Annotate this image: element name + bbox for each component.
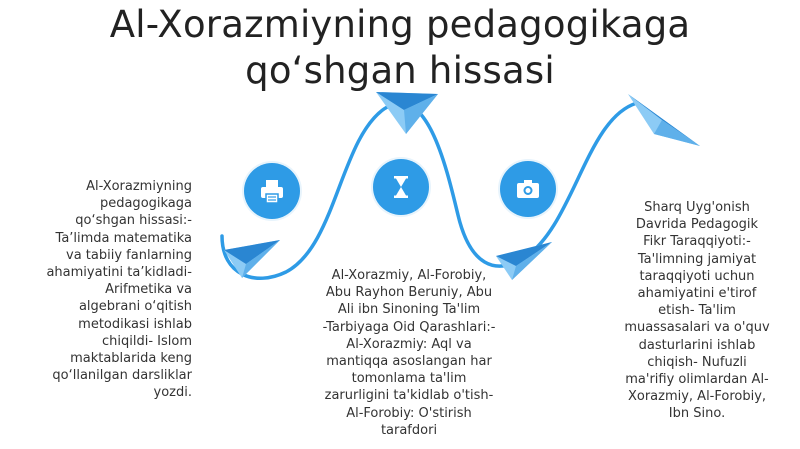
camera-icon	[513, 174, 543, 204]
printer-icon	[257, 176, 287, 206]
step-2-circle	[373, 159, 429, 215]
paper-plane-icon	[628, 94, 700, 146]
step-3-circle	[500, 161, 556, 217]
paper-plane-icon	[224, 240, 280, 278]
step-3-text: Sharq Uyg'onish Davrida Pedagogik Fikr Taraqqiyoti:- Ta'limning jamiyat taraqqiyoti uchun ahamiyatini e'tirof etish- Ta'lim muassasalari va o'quv dasturlarini ishlab chiqish- Nufuzli ma'rifiy olimlardan Al- Xorazmiy, Al-Forobiy, Ibn Sino.	[624, 200, 770, 422]
step-2-text: Al-Xorazmiy, Al-Forobiy, Abu Rayhon Beruniy, Abu Ali ibn Sinoning Ta'lim -Tarbiyaga Oid Qarashlari:- Al-Xorazmiy: Aql va mantiqqa asoslangan har tomonlama ta'lim zarurligini ta'kidlab o'tish- Al-Forobiy: O'stirish tarafdori	[322, 268, 496, 438]
step-1-circle	[244, 163, 300, 219]
title-line-2: qo‘shgan hissasi	[245, 49, 555, 92]
hourglass-icon	[386, 172, 416, 202]
title-line-1: Al-Xorazmiyning pedagogikaga	[109, 3, 691, 46]
step-1-text: Al-Xorazmiyning pedagogikaga qo‘shgan hissasi:- Ta’limda matematika va tabiiy fanlarning ahamiyatini ta’kidladi- Arifmetika va algebrani o‘qitish metodikasi ishlab chiqildi- Islom maktablarida keng qo‘llanilgan darsliklar yozdi.	[46, 179, 192, 401]
